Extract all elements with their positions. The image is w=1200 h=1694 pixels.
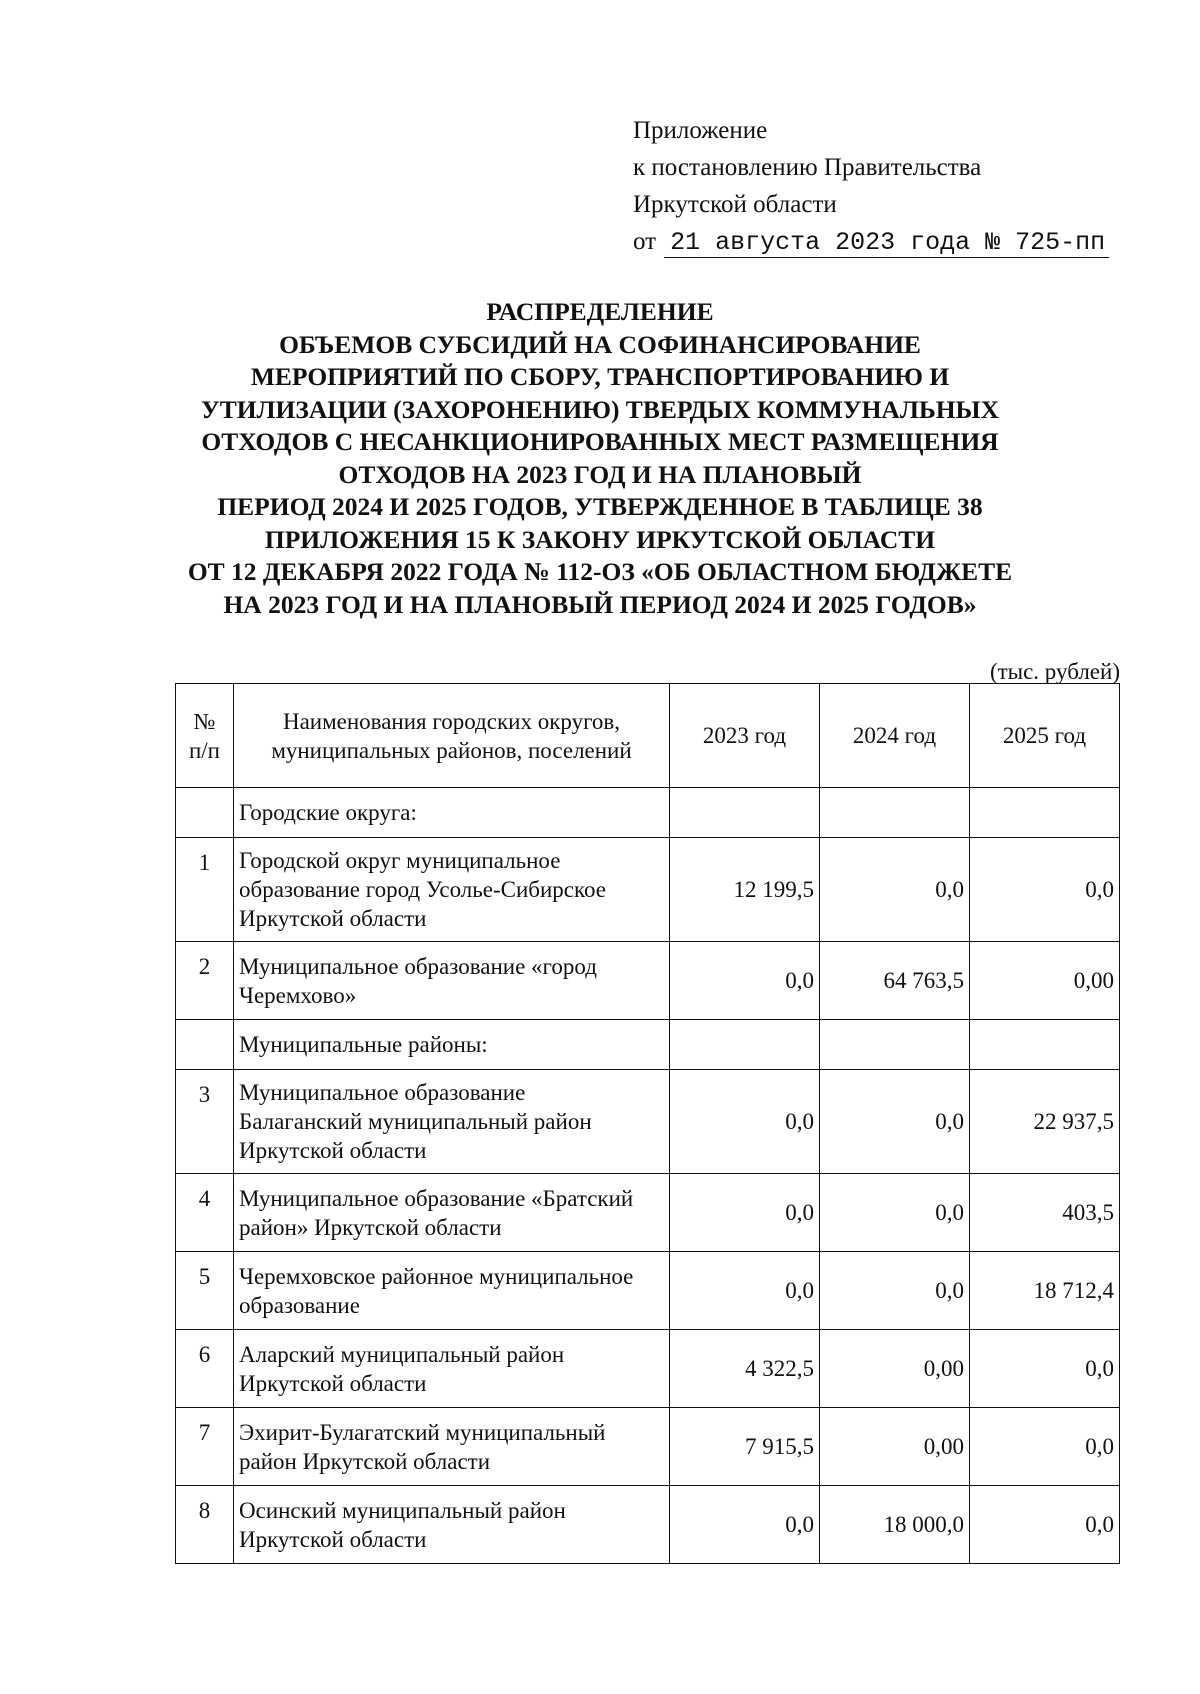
row-name-line: образование	[239, 1292, 360, 1318]
row-value-2024: 0,0	[820, 1174, 970, 1252]
document-title	[150, 296, 1050, 621]
row-value-2025: 403,5	[970, 1174, 1120, 1252]
row-name-line: Аларский муниципальный район	[239, 1341, 565, 1367]
title-line: ПЕРИОД 2024 И 2025 ГОДОВ, УТВЕРЖДЕННОЕ В ТАБЛИЦЕ 38	[217, 492, 983, 521]
row-value-2025: 18 712,4	[970, 1252, 1120, 1330]
row-name	[234, 1070, 670, 1174]
row-name-line: Иркутской области	[239, 906, 427, 931]
row-number: 4	[176, 1174, 234, 1252]
row-name-line: образование город Усолье-Сибирское	[239, 877, 606, 902]
row-name-line: Муниципальное образование «город	[239, 953, 597, 979]
title-line: УТИЛИЗАЦИИ (ЗАХОРОНЕНИЮ) ТВЕРДЫХ КОММУНАЛЬНЫХ	[200, 394, 999, 424]
table-header-row	[176, 684, 1120, 788]
title-line: МЕРОПРИЯТИЙ ПО СБОРУ, ТРАНСПОРТИРОВАНИЮ И	[250, 362, 950, 391]
row-name-line: Эхирит-Булагатский муниципальный	[239, 1419, 606, 1445]
row-value-2023: 12 199,5	[670, 838, 820, 942]
row-number: 6	[176, 1330, 234, 1408]
subsidy-table	[175, 683, 1120, 1564]
row-value-2025: 0,0	[970, 838, 1120, 942]
appendix-block	[633, 112, 1109, 261]
row-value-2024: 18 000,0	[820, 1486, 970, 1564]
appendix-line-1: Приложение	[633, 117, 768, 144]
group-row	[176, 788, 1120, 838]
row-value-2024: 0,0	[820, 1070, 970, 1174]
appendix-line-3: Иркутской области	[633, 191, 837, 218]
group-cell-2024	[820, 1020, 970, 1070]
row-name-line: Иркутской области	[239, 1138, 427, 1163]
row-name	[234, 942, 670, 1020]
header-name	[234, 684, 670, 788]
group-cell-2024	[820, 788, 970, 838]
row-number: 7	[176, 1408, 234, 1486]
date-prefix: от	[633, 228, 657, 255]
header-number	[176, 684, 234, 788]
group-cell-2025	[970, 788, 1120, 838]
table-row	[176, 1486, 1120, 1564]
header-2023: 2023 год	[670, 684, 820, 788]
row-name	[234, 1174, 670, 1252]
title-line: ОТХОДОВ НА 2023 ГОД И НА ПЛАНОВЫЙ	[338, 459, 862, 489]
row-number: 5	[176, 1252, 234, 1330]
row-value-2023: 0,0	[670, 942, 820, 1020]
row-value-2025: 0,0	[970, 1408, 1120, 1486]
row-name-line: район Иркутской области	[239, 1448, 491, 1474]
appendix-date-line	[633, 223, 1109, 261]
group-row	[176, 1020, 1120, 1070]
group-label: Городские округа:	[234, 788, 670, 838]
group-label: Муниципальные районы:	[234, 1020, 670, 1070]
row-number: 8	[176, 1486, 234, 1564]
group-number-cell	[176, 1020, 234, 1070]
row-name-line: район» Иркутской области	[239, 1214, 502, 1240]
group-number-cell	[176, 788, 234, 838]
table-row	[176, 838, 1120, 942]
row-name-line: Иркутской области	[239, 1370, 427, 1396]
title-line: ОТ 12 ДЕКАБРЯ 2022 ГОДА № 112-ОЗ «ОБ ОБЛАСТНОМ БЮДЖЕТЕ	[187, 557, 1013, 586]
table-row	[176, 1408, 1120, 1486]
row-value-2023: 0,0	[670, 1174, 820, 1252]
row-value-2025: 22 937,5	[970, 1070, 1120, 1174]
row-name	[234, 1330, 670, 1408]
row-name-line: Осинский муниципальный район	[239, 1497, 566, 1523]
row-value-2024: 0,00	[820, 1408, 970, 1486]
row-name-line: Иркутской области	[239, 1526, 427, 1552]
title-line: ОТХОДОВ С НЕСАНКЦИОНИРОВАННЫХ МЕСТ РАЗМЕЩЕНИЯ	[201, 427, 999, 456]
table-row	[176, 1174, 1120, 1252]
header-name-line1: Наименования городских округов,	[282, 708, 621, 734]
row-name-line: Балаганский муниципальный район	[239, 1109, 592, 1134]
row-name-line: Черемховское районное муниципальное	[239, 1263, 634, 1289]
group-cell-2025	[970, 1020, 1120, 1070]
table-row	[176, 1330, 1120, 1408]
header-2025: 2025 год	[970, 684, 1120, 788]
table-row	[176, 942, 1120, 1020]
row-value-2023: 0,0	[670, 1252, 820, 1330]
row-name-line: Муниципальное образование	[239, 1080, 526, 1105]
row-number: 1	[176, 838, 234, 942]
row-name-line: Городской округ муниципальное	[239, 848, 561, 873]
row-value-2024: 0,0	[820, 1252, 970, 1330]
row-number: 2	[176, 942, 234, 1020]
group-cell-2023	[670, 788, 820, 838]
row-value-2023: 0,0	[670, 1070, 820, 1174]
row-name	[234, 1252, 670, 1330]
row-name	[234, 1486, 670, 1564]
row-number: 3	[176, 1070, 234, 1174]
row-name-line: Муниципальное образование «Братский	[239, 1185, 634, 1211]
row-name	[234, 838, 670, 942]
resolution-date-number: 21 августа 2023 года № 725-пп	[664, 228, 1109, 258]
appendix-line-2: к постановлению Правительства	[633, 154, 982, 181]
row-name	[234, 1408, 670, 1486]
title-line: РАСПРЕДЕЛЕНИЕ	[486, 297, 714, 326]
row-value-2024: 64 763,5	[820, 942, 970, 1020]
header-number-line2: п/п	[188, 737, 220, 763]
title-line: ОБЪЕМОВ СУБСИДИЙ НА СОФИНАНСИРОВАНИЕ	[279, 329, 921, 359]
title-line: НА 2023 ГОД И НА ПЛАНОВЫЙ ПЕРИОД 2024 И 2025 ГОДОВ»	[223, 589, 977, 619]
row-value-2025: 0,0	[970, 1486, 1120, 1564]
row-value-2023: 4 322,5	[670, 1330, 820, 1408]
row-value-2024: 0,0	[820, 838, 970, 942]
header-2024: 2024 год	[820, 684, 970, 788]
row-value-2025: 0,0	[970, 1330, 1120, 1408]
header-name-line2: муниципальных районов, поселений	[271, 737, 632, 763]
row-name-line: Черемхово»	[239, 982, 357, 1008]
row-value-2025: 0,00	[970, 942, 1120, 1020]
row-value-2023: 7 915,5	[670, 1408, 820, 1486]
row-value-2024: 0,00	[820, 1330, 970, 1408]
header-number-line1: №	[193, 708, 216, 734]
table-row	[176, 1070, 1120, 1174]
group-cell-2023	[670, 1020, 820, 1070]
title-line: ПРИЛОЖЕНИЯ 15 К ЗАКОНУ ИРКУТСКОЙ ОБЛАСТИ	[264, 524, 936, 554]
row-value-2023: 0,0	[670, 1486, 820, 1564]
table-row	[176, 1252, 1120, 1330]
units-label: (тыс. рублей)	[989, 659, 1120, 684]
